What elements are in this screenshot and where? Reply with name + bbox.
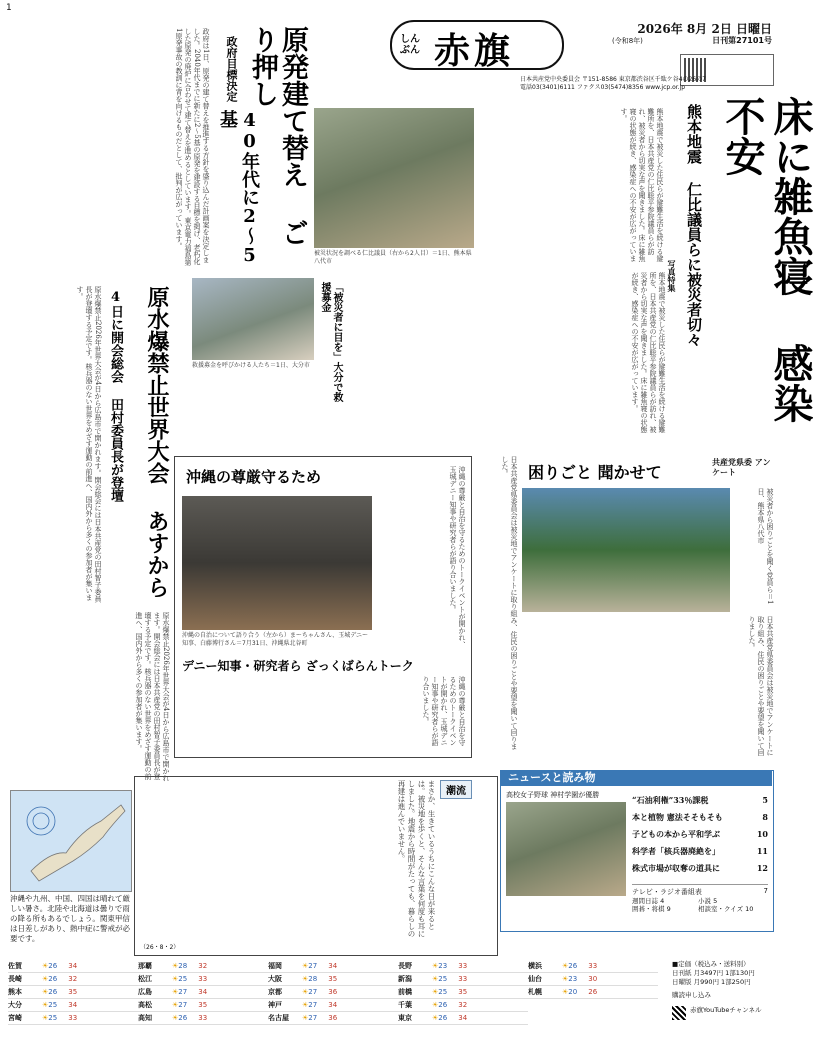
masthead-logo (384, 14, 568, 70)
news-item[interactable] (632, 826, 768, 843)
forecast-city: 札幌 (528, 988, 542, 996)
forecast-row (138, 960, 268, 973)
forecast-high: 33 (458, 962, 468, 970)
column-title: 潮流 (440, 780, 472, 799)
column-body: まさか、生きているうちにこんな日が来るとは。被災地を歩くと、そんな言葉を何度も耳にしました。地震から時間がたっても、暮らしの再建は進んでいません。 (397, 780, 436, 938)
quake-headline: 床に雑魚寝 感染不安 (719, 96, 814, 423)
logo-big: 赤旗 (434, 30, 515, 72)
forecast-high: 33 (588, 962, 598, 970)
news-item-label: “石油利権”33％課税 (632, 795, 709, 805)
forecast-low: 27 (178, 1001, 188, 1009)
forecast-row (8, 1012, 138, 1025)
forecast-row (268, 960, 398, 973)
okinawa-body-cont: 沖縄の尊厳と自治を守るためのトークイベントが開かれ、玉城デニー知事や研究者らが語り合いました。 (422, 676, 466, 746)
peace-body-cont: 原水爆禁止2026年世界大会が4日から広島市で開かれます。開会総会には日本共産党の田村智子委員長が登壇する予定です。核兵器のない世界をめざす運動の前進へ、国内外から多くの参加者が集います。 (135, 612, 170, 782)
forecast-city: 高知 (138, 1014, 152, 1022)
quake-body-cont: 熊本地震で被災した住民らが避難生活を続ける避難所を、日本共産党の仁比聡平参院議員らが訪れ、被災者から切実な声を聞きました。床に雑魚寝の状態が続き、感染症への不安が広がっています。 (631, 272, 666, 433)
forecast-city: 大分 (8, 1001, 22, 1009)
survey-photo-caption: 被災者から困りごとを聞く党員ら＝1日、熊本県八代市 (757, 488, 774, 605)
forecast-row (268, 973, 398, 986)
survey-body-cont: 日本共産党県委員会は被災地でアンケートに取り組み、住民の困りごとや要望を聞いて回りました。 (748, 616, 774, 756)
forecast-city: 名古屋 (268, 1014, 289, 1022)
weather-map-graphic (11, 791, 131, 891)
forecast-low: 28 (308, 975, 318, 983)
fund-banner: 「被災者に目を」大分で救援募金 (319, 282, 342, 402)
quake-photo-note: 写真特集 (667, 260, 676, 292)
forecast-low: 25 (178, 975, 188, 983)
news-item-page: 12 (756, 863, 768, 873)
news-box-title: ニュースと読み物 (500, 770, 772, 786)
sun-icon: ☀ (562, 962, 569, 970)
news-item[interactable] (632, 792, 768, 809)
sun-icon: ☀ (432, 1001, 439, 1009)
subscription-line: 日刊紙 月3497円 1部130円 (672, 969, 755, 977)
forecast-low: 25 (438, 988, 448, 996)
era-date: (令和8年) (612, 37, 643, 45)
weather-map (10, 790, 132, 892)
sun-icon: ☀ (42, 1014, 49, 1022)
forecast-city: 大阪 (268, 975, 282, 983)
news-items (632, 792, 768, 877)
survey-subhead: 共産党県委 アンケート (712, 458, 771, 477)
okinawa-body: 沖縄の尊厳と自治を守るためのトークイベントが開かれ、玉城デニー知事や研究者らが語り合いました。 (449, 466, 466, 648)
forecast-high: 30 (588, 975, 598, 983)
forecast-city: 松江 (138, 975, 152, 983)
quake-photo (314, 108, 474, 248)
news-item[interactable] (632, 843, 768, 860)
forecast-high: 32 (198, 962, 208, 970)
news-misc-item[interactable]: 相談室・クイズ 10 (698, 905, 754, 913)
forecast-high: 36 (328, 1014, 338, 1022)
forecast-low: 26 (438, 1001, 448, 1009)
forecast-low: 28 (178, 962, 188, 970)
sun-icon: ☀ (562, 975, 569, 983)
news-misc-item[interactable]: 週間日誌 4 (632, 897, 665, 905)
forecast-row (398, 986, 528, 999)
forecast-row (138, 973, 268, 986)
forecast-high: 26 (588, 988, 598, 996)
forecast-high: 34 (68, 1001, 78, 1009)
forecast-row (268, 999, 398, 1012)
forecast-high: 32 (68, 975, 78, 983)
forecast-low: 23 (568, 975, 578, 983)
forecast-city: 那覇 (138, 962, 152, 970)
forecast-row (528, 986, 658, 999)
forecast-low: 27 (308, 1001, 318, 1009)
forecast-city: 宮崎 (8, 1014, 22, 1022)
forecast-city: 京都 (268, 988, 282, 996)
forecast-high: 36 (328, 988, 338, 996)
forecast-row (398, 973, 528, 986)
forecast-city: 千葉 (398, 1001, 412, 1009)
forecast-low: 27 (308, 988, 318, 996)
subscription-info (672, 960, 776, 987)
news-photo (506, 802, 626, 896)
sun-icon: ☀ (172, 988, 179, 996)
forecast-city: 仙台 (528, 975, 542, 983)
forecast-low: 25 (438, 975, 448, 983)
news-misc-item[interactable]: 小説 5 (698, 897, 718, 905)
sun-icon: ☀ (302, 962, 309, 970)
forecast-high: 33 (68, 1014, 78, 1022)
peace-headline: 原水爆禁止世界大会 あすから (144, 286, 170, 598)
news-photo-caption: 高校女子野球 神村学園が優勝 (506, 791, 600, 799)
news-misc-item[interactable]: 囲碁・将棋 9 (632, 905, 671, 913)
youtube-link[interactable]: 赤旗YouTubeチャンネル (690, 1006, 762, 1014)
sun-icon: ☀ (172, 1014, 179, 1022)
forecast-table (8, 960, 668, 1036)
forecast-high: 33 (458, 975, 468, 983)
sun-icon: ☀ (432, 975, 439, 983)
quake-subhead: 熊本地震 仁比議員らに被災者切々 (685, 104, 703, 347)
subscription-line: ■定価（税込み・送料別） (672, 960, 750, 968)
forecast-city: 東京 (398, 1014, 412, 1022)
sun-icon: ☀ (42, 975, 49, 983)
forecast-city: 新潟 (398, 975, 412, 983)
subscription-line: 日曜版 月990円 1部250円 (672, 978, 751, 986)
page-number: 1 (6, 3, 12, 13)
sun-icon: ☀ (432, 962, 439, 970)
forecast-high: 34 (198, 988, 208, 996)
sun-icon: ☀ (302, 988, 309, 996)
logo-small: しんぶん (400, 34, 420, 56)
forecast-high: 34 (68, 962, 78, 970)
forecast-row (8, 973, 138, 986)
forecast-low: 26 (48, 962, 58, 970)
forecast-low: 26 (438, 1014, 448, 1022)
forecast-city: 広島 (138, 988, 152, 996)
okinawa-photo (182, 496, 372, 630)
forecast-low: 25 (48, 1001, 58, 1009)
okinawa-kicker: 沖縄の尊厳守るため (186, 468, 322, 486)
sun-icon: ☀ (302, 1001, 309, 1009)
forecast-row (8, 986, 138, 999)
nuclear-body: 政府は1日、原発の建て替えを推進する方針を盛り込んだ計画案を決定しました。2040年代までに新たに2～5基の原発を建設する目標を掲げ、老朽化した原発の廃炉に合わせて建て替えを進めるとしています。東京電力福島第1原発事故の教訓に背を向けるものだとして、批判が広がっています。 (175, 28, 210, 266)
news-item-page: 5 (762, 795, 768, 805)
column-date: （26・8・2） (140, 944, 180, 951)
sun-icon: ☀ (172, 962, 179, 970)
forecast-low: 20 (568, 988, 578, 996)
quake-photo-caption: 被災状況を調べる仁比議員（右から2人目）＝1日、熊本県八代市 (314, 250, 472, 265)
forecast-low: 25 (48, 1014, 58, 1022)
forecast-high: 33 (198, 975, 208, 983)
forecast-city: 福岡 (268, 962, 282, 970)
news-misc (632, 897, 768, 913)
forecast-high: 35 (458, 988, 468, 996)
forecast-high: 34 (328, 962, 338, 970)
forecast-high: 35 (68, 988, 78, 996)
survey-photo (522, 488, 730, 612)
forecast-row (528, 960, 658, 973)
forecast-high: 35 (328, 975, 338, 983)
news-item-page: 11 (756, 846, 768, 856)
forecast-low: 26 (568, 962, 578, 970)
forecast-row (8, 999, 138, 1012)
forecast-high: 34 (328, 1001, 338, 1009)
forecast-row (398, 999, 528, 1012)
weather-text: 沖縄や九州、中国、四国は晴れて厳しい暑さ。北陸や北海道は曇りで雨の降る所もあるでしょう。関東甲信は日差しがあり、熱中症に警戒が必要です。 (10, 894, 130, 943)
fund-photo-caption: 救援募金を呼びかける人たち＝1日、大分市 (192, 362, 310, 369)
forecast-row (138, 999, 268, 1012)
forecast-low: 26 (178, 1014, 188, 1022)
forecast-row (398, 1012, 528, 1025)
forecast-row (8, 960, 138, 973)
forecast-city: 佐賀 (8, 962, 22, 970)
sun-icon: ☀ (172, 1001, 179, 1009)
forecast-city: 長崎 (8, 975, 22, 983)
forecast-row (268, 1012, 398, 1025)
forecast-city: 熊本 (8, 988, 22, 996)
forecast-city: 前橋 (398, 988, 412, 996)
news-item-label: 科学者「核兵器廃絶を」 (632, 846, 720, 856)
forecast-low: 27 (308, 962, 318, 970)
peace-body: 原水爆禁止2026年世界大会が4日から広島市で開かれます。開会総会には日本共産党の田村智子委員長が登壇する予定です。核兵器のない世界をめざす運動の前進へ、国内外から多くの参加者が集います。 (76, 286, 102, 603)
sun-icon: ☀ (302, 975, 309, 983)
news-item[interactable] (632, 860, 768, 877)
forecast-city: 横浜 (528, 962, 542, 970)
quake-body: 熊本地震で被災した住民らが避難生活を続ける避難所を、日本共産党の仁比聡平参院議員らが訪れ、被災者から切実な声を聞きました。床に雑魚寝の状態が続き、感染症への不安が広がっています。 (620, 108, 664, 262)
news-item-page: 8 (762, 812, 768, 822)
issue-number: 日刊第27101号 (712, 36, 772, 45)
forecast-city: 高松 (138, 1001, 152, 1009)
peace-subhead: 4日に開会総会 田村委員長が登壇 (108, 290, 123, 502)
forecast-low: 23 (438, 962, 448, 970)
forecast-high: 33 (198, 1014, 208, 1022)
forecast-low: 26 (48, 975, 58, 983)
forecast-row (398, 960, 528, 973)
forecast-high: 32 (458, 1001, 468, 1009)
sun-icon: ☀ (42, 988, 49, 996)
sun-icon: ☀ (302, 1014, 309, 1022)
forecast-high: 34 (458, 1014, 468, 1022)
sun-icon: ☀ (562, 988, 569, 996)
forecast-low: 26 (48, 988, 58, 996)
news-item-label: 本と植物 憲法そそもそも (632, 812, 723, 822)
survey-headline: 困りごと 聞かせて (528, 463, 662, 482)
forecast-row (138, 1012, 268, 1025)
fund-photo (192, 278, 314, 360)
survey-body: 日本共産党県委員会は被災地でアンケートに取り組み、住民の困りごとや要望を聞いて回りました。 (501, 456, 518, 750)
news-item-label: 株式市場が収奪の道具に (632, 863, 720, 873)
publisher-info: 日本共産党中央委員会 〒151-8586 東京都渋谷区千駄ケ谷4の26の7 電話03(3401)6111 ファクス03(5474)8356 www.jcp.or.jp (520, 76, 707, 91)
okinawa-headline: デニー知事・研究者ら ざっくばらんトーク (182, 659, 414, 673)
nuclear-subhead-b: 40年代に2～5基 (217, 110, 260, 266)
forecast-row (138, 986, 268, 999)
sun-icon: ☀ (172, 975, 179, 983)
subscribe-label[interactable]: 購読申し込み (672, 991, 711, 999)
news-item[interactable] (632, 809, 768, 826)
issue-date: 2026年 8月 2日 日曜日 (637, 22, 772, 36)
sun-icon: ☀ (42, 1001, 49, 1009)
forecast-low: 27 (308, 1014, 318, 1022)
tv-listing[interactable]: テレビ・ラジオ番組表 7 (632, 884, 768, 897)
forecast-row (268, 986, 398, 999)
forecast-city: 神戸 (268, 1001, 282, 1009)
forecast-high: 35 (198, 1001, 208, 1009)
sun-icon: ☀ (42, 962, 49, 970)
nuclear-headline: 原発建て替え ごり押し (247, 26, 308, 246)
news-item-label: 子どもの本から平和学ぶ (632, 829, 720, 839)
forecast-low: 27 (178, 988, 188, 996)
sun-icon: ☀ (432, 988, 439, 996)
forecast-city: 長野 (398, 962, 412, 970)
forecast-row (528, 973, 658, 986)
news-item-page: 10 (756, 829, 768, 839)
okinawa-photo-caption: 沖縄の自治について語り合う（左から）まーちゃんさん、玉城デニー知事、白藤博行さん＝7月31日、沖縄県北谷町 (182, 632, 369, 647)
nuclear-subhead-a: 政府目標決定 (225, 36, 238, 102)
sun-icon: ☀ (432, 1014, 439, 1022)
qr-code-icon[interactable] (672, 1006, 686, 1020)
